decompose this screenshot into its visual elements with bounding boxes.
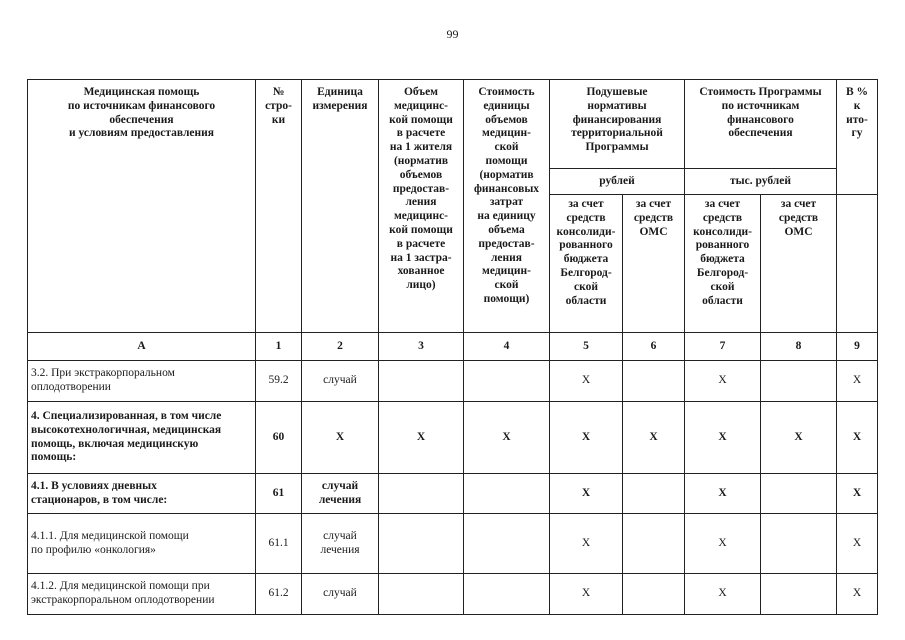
table-row <box>28 574 878 615</box>
cell-c6 <box>623 514 685 574</box>
cell-c4: Х <box>464 402 550 474</box>
row-name: 3.2. При экстракорпоральном оплодотворении <box>28 361 256 402</box>
row-number: 61.1 <box>256 514 302 574</box>
cell-c9: Х <box>837 361 878 402</box>
row-name: 4.1.1. Для медицинской помощи по профилю «онкология» <box>28 514 256 574</box>
row-unit: случай лечения <box>302 514 379 574</box>
cell-c9: Х <box>837 514 878 574</box>
cell-c7: Х <box>685 574 761 615</box>
cell-c8 <box>761 574 837 615</box>
cell-c8 <box>761 474 837 514</box>
cell-c6: Х <box>623 402 685 474</box>
header-volume: Объем медицинс- кой помощи в расчете на 1 жителя (норматив объемов предостав- ления медицинс- кой помощи в расчете на 1 застра- хованное лицо) <box>379 80 464 333</box>
cell-c7: Х <box>685 361 761 402</box>
cell-c9: Х <box>837 474 878 514</box>
header-oms-6: за счет средств ОМС <box>623 195 685 333</box>
index-cell: 4 <box>464 333 550 361</box>
page-number: 99 <box>446 27 459 41</box>
row-unit: Х <box>302 402 379 474</box>
table-row <box>28 402 878 474</box>
index-cell: 1 <box>256 333 302 361</box>
cell-c6 <box>623 361 685 402</box>
table-row <box>28 361 878 402</box>
row-number: 59.2 <box>256 361 302 402</box>
index-cell: 7 <box>685 333 761 361</box>
header-unit-cost: Стоимость единицы объемов медицин- ской помощи (норматив финансовых затрат на единицу объема предостав- ления медицин- ской помощи) <box>464 80 550 333</box>
cell-c7: Х <box>685 514 761 574</box>
header-percent: В % к ито- гу <box>837 80 878 195</box>
index-cell: 9 <box>837 333 878 361</box>
index-cell: А <box>28 333 256 361</box>
row-name: 4. Специализированная, в том числе высокотехнологичная, медицинская помощь, включая медицинскую помощь: <box>28 402 256 474</box>
row-name: 4.1. В условиях дневных стационаров, в том числе: <box>28 474 256 514</box>
row-number: 61.2 <box>256 574 302 615</box>
index-cell: 6 <box>623 333 685 361</box>
table-row <box>28 514 878 574</box>
header-row-number: № стро- ки <box>256 80 302 333</box>
header-budget-7: за счет средств консолиди- рованного бюджета Белгород- ской области <box>685 195 761 333</box>
column-index-row <box>28 333 878 361</box>
cell-c4 <box>464 474 550 514</box>
cell-c9: Х <box>837 402 878 474</box>
row-unit: случай лечения <box>302 474 379 514</box>
index-cell: 2 <box>302 333 379 361</box>
index-cell: 5 <box>550 333 623 361</box>
cell-c5: Х <box>550 514 623 574</box>
table-row <box>28 474 878 514</box>
row-number: 60 <box>256 402 302 474</box>
cell-c5: Х <box>550 402 623 474</box>
cell-c3 <box>379 514 464 574</box>
header-budget-5: за счет средств консолиди- рованного бюджета Белгород- ской области <box>550 195 623 333</box>
row-unit: случай <box>302 574 379 615</box>
index-cell: 8 <box>761 333 837 361</box>
header-percent-empty <box>837 195 878 333</box>
cell-c6 <box>623 574 685 615</box>
cell-c8 <box>761 514 837 574</box>
cell-c3: Х <box>379 402 464 474</box>
row-number: 61 <box>256 474 302 514</box>
cell-c5: Х <box>550 474 623 514</box>
header-unit-rubles: рублей <box>550 169 685 195</box>
cell-c9: Х <box>837 574 878 615</box>
cell-c5: Х <box>550 574 623 615</box>
cell-c4 <box>464 574 550 615</box>
cell-c3 <box>379 474 464 514</box>
header-oms-8: за счет средств ОМС <box>761 195 837 333</box>
cell-c3 <box>379 361 464 402</box>
header-unit: Единица измерения <box>302 80 379 333</box>
index-cell: 3 <box>379 333 464 361</box>
header-per-capita: Подушевые нормативы финансирования территориальной Программы <box>550 80 685 169</box>
cell-c4 <box>464 361 550 402</box>
row-unit: случай <box>302 361 379 402</box>
medical-care-table <box>27 79 878 615</box>
cell-c7: Х <box>685 402 761 474</box>
cell-c8: Х <box>761 402 837 474</box>
cell-c6 <box>623 474 685 514</box>
cell-c3 <box>379 574 464 615</box>
cell-c7: Х <box>685 474 761 514</box>
row-name: 4.1.2. Для медицинской помощи при экстракорпоральном оплодотворении <box>28 574 256 615</box>
header-unit-thousand-rubles: тыс. рублей <box>685 169 837 195</box>
header-program-cost: Стоимость Программы по источникам финансового обеспечения <box>685 80 837 169</box>
cell-c8 <box>761 361 837 402</box>
cell-c4 <box>464 514 550 574</box>
cell-c5: Х <box>550 361 623 402</box>
header-care-type: Медицинская помощь по источникам финансового обеспечения и условиям предоставления <box>28 80 256 333</box>
